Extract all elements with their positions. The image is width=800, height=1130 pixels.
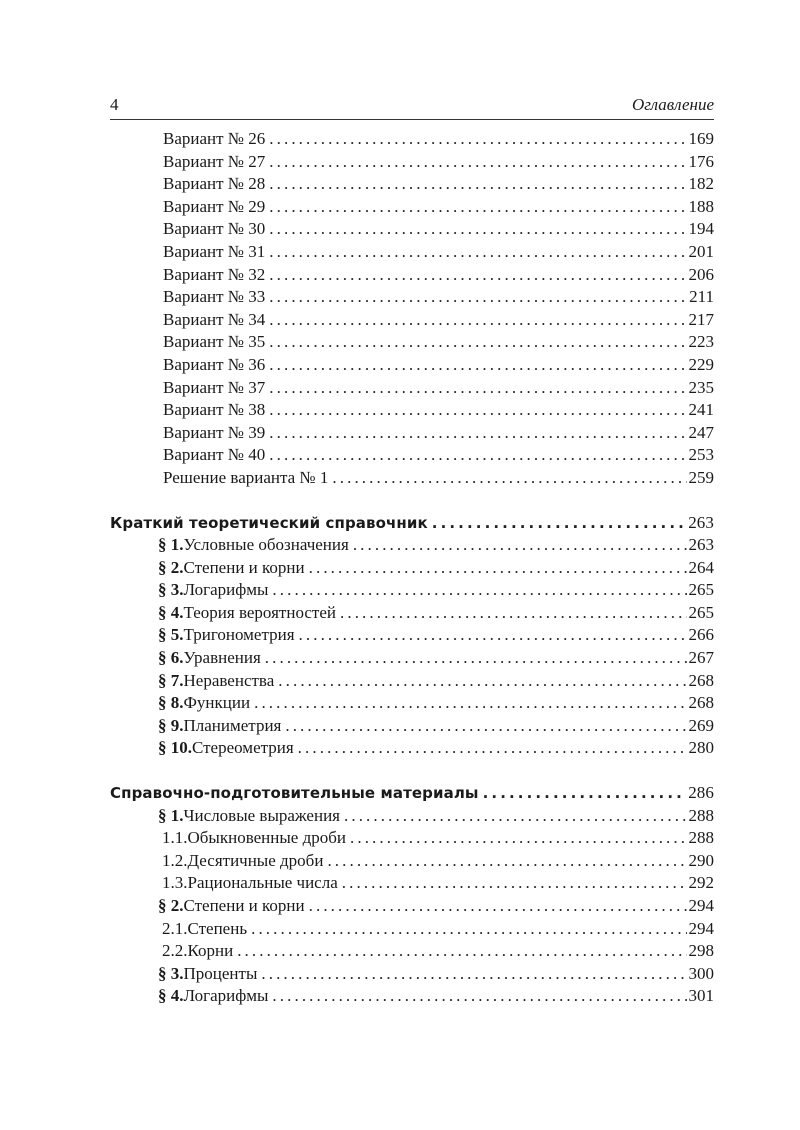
- leader-dots: [350, 827, 687, 850]
- toc-entry-variant-32[interactable]: Вариант № 32 ..... 206: [110, 264, 714, 287]
- toc-section[interactable]: § 9. Планиметрия ..... 269: [110, 715, 714, 738]
- leader-dots: [254, 692, 686, 715]
- leader-dots: [299, 624, 687, 647]
- toc-entry-variant-26[interactable]: Вариант № 26 ..... 169: [110, 128, 714, 151]
- toc-entry-variant-31[interactable]: Вариант № 31 ..... 201: [110, 241, 714, 264]
- toc-section[interactable]: § 1. Числовые выражения ..... 288: [110, 805, 714, 828]
- leader-dots: [285, 715, 686, 738]
- toc-entry-variant-38[interactable]: Вариант № 38 ..... 241: [110, 399, 714, 422]
- leader-dots: [309, 557, 687, 580]
- toc-entry-variant-29[interactable]: Вариант № 29 ..... 188: [110, 196, 714, 219]
- toc-subsection[interactable]: 2.1. Степень ..... 294: [110, 918, 714, 941]
- toc-section[interactable]: § 4. Логарифмы ..... 301: [110, 985, 714, 1008]
- leader-dots: [269, 241, 686, 264]
- toc-entry-variant-39[interactable]: Вариант № 39 ..... 247: [110, 422, 714, 445]
- leader-dots: [269, 264, 686, 287]
- toc-section[interactable]: § 4. Теория вероятностей ..... 265: [110, 602, 714, 625]
- toc-subsection[interactable]: 1.2. Десятичные дроби ..... 290: [110, 850, 714, 873]
- leader-dots: [269, 399, 686, 422]
- leader-dots: [237, 940, 686, 963]
- toc-entry-variant-40[interactable]: Вариант № 40 ..... 253: [110, 444, 714, 467]
- page-number: 4: [110, 95, 119, 114]
- toc-section[interactable]: § 5. Тригонометрия ..... 266: [110, 624, 714, 647]
- table-of-contents: [110, 128, 714, 1008]
- leader-dots: [353, 534, 687, 557]
- toc-entry-variant-37[interactable]: Вариант № 37 ..... 235: [110, 377, 714, 400]
- toc-entry-variant-30[interactable]: Вариант № 30 ..... 194: [110, 218, 714, 241]
- leader-dots: [332, 467, 686, 490]
- leader-dots: [269, 196, 686, 219]
- toc-entry-variant-28[interactable]: Вариант № 28 ..... 182: [110, 173, 714, 196]
- leader-dots: [342, 872, 687, 895]
- toc-entry-variant-36[interactable]: Вариант № 36 ..... 229: [110, 354, 714, 377]
- running-head-title: Оглавление: [631, 95, 714, 114]
- toc-entry-solution-1[interactable]: Решение варианта № 1 ..... 259: [110, 467, 714, 490]
- leader-dots: [269, 377, 686, 400]
- leader-dots: [261, 963, 686, 986]
- toc-part-reference[interactable]: Краткий теоретический справочник ..... 263: [110, 512, 714, 535]
- leader-dots: [265, 647, 687, 670]
- leader-dots: [272, 985, 686, 1008]
- toc-part-materials[interactable]: Справочно-подготовительные материалы ..... 286: [110, 782, 714, 805]
- leader-dots: [432, 512, 686, 535]
- leader-dots: [269, 151, 686, 174]
- leader-dots: [327, 850, 686, 873]
- leader-dots: [483, 782, 687, 805]
- leader-dots: [269, 354, 686, 377]
- leader-dots: [278, 670, 686, 693]
- toc-section[interactable]: § 8. Функции ..... 268: [110, 692, 714, 715]
- toc-section[interactable]: § 3. Логарифмы ..... 265: [110, 579, 714, 602]
- leader-dots: [269, 422, 686, 445]
- running-head: [110, 94, 714, 120]
- toc-subsection[interactable]: 2.2. Корни ..... 298: [110, 940, 714, 963]
- toc-section[interactable]: § 7. Неравенства ..... 268: [110, 670, 714, 693]
- toc-entry-variant-35[interactable]: Вариант № 35 ..... 223: [110, 331, 714, 354]
- leader-dots: [269, 286, 687, 309]
- leader-dots: [251, 918, 686, 941]
- toc-section[interactable]: § 6. Уравнения ..... 267: [110, 647, 714, 670]
- leader-dots: [269, 128, 686, 151]
- leader-dots: [309, 895, 687, 918]
- leader-dots: [269, 309, 686, 332]
- toc-section[interactable]: § 2. Степени и корни ..... 294: [110, 895, 714, 918]
- leader-dots: [269, 218, 686, 241]
- toc-section[interactable]: § 10. Стереометрия ..... 280: [110, 737, 714, 760]
- leader-dots: [344, 805, 687, 828]
- leader-dots: [269, 331, 686, 354]
- leader-dots: [269, 173, 686, 196]
- leader-dots: [269, 444, 686, 467]
- toc-page: [110, 94, 714, 1008]
- toc-entry-variant-27[interactable]: Вариант № 27 ..... 176: [110, 151, 714, 174]
- leader-dots: [272, 579, 686, 602]
- toc-subsection[interactable]: 1.1. Обыкновенные дроби ..... 288: [110, 827, 714, 850]
- toc-entry-variant-33[interactable]: Вариант № 33 ..... 211: [110, 286, 714, 309]
- leader-dots: [298, 737, 687, 760]
- toc-subsection[interactable]: 1.3. Рациональные числа ..... 292: [110, 872, 714, 895]
- toc-section[interactable]: § 3. Проценты ..... 300: [110, 963, 714, 986]
- toc-section[interactable]: § 1. Условные обозначения ..... 263: [110, 534, 714, 557]
- toc-entry-variant-34[interactable]: Вариант № 34 ..... 217: [110, 309, 714, 332]
- leader-dots: [340, 602, 687, 625]
- toc-section[interactable]: § 2. Степени и корни ..... 264: [110, 557, 714, 580]
